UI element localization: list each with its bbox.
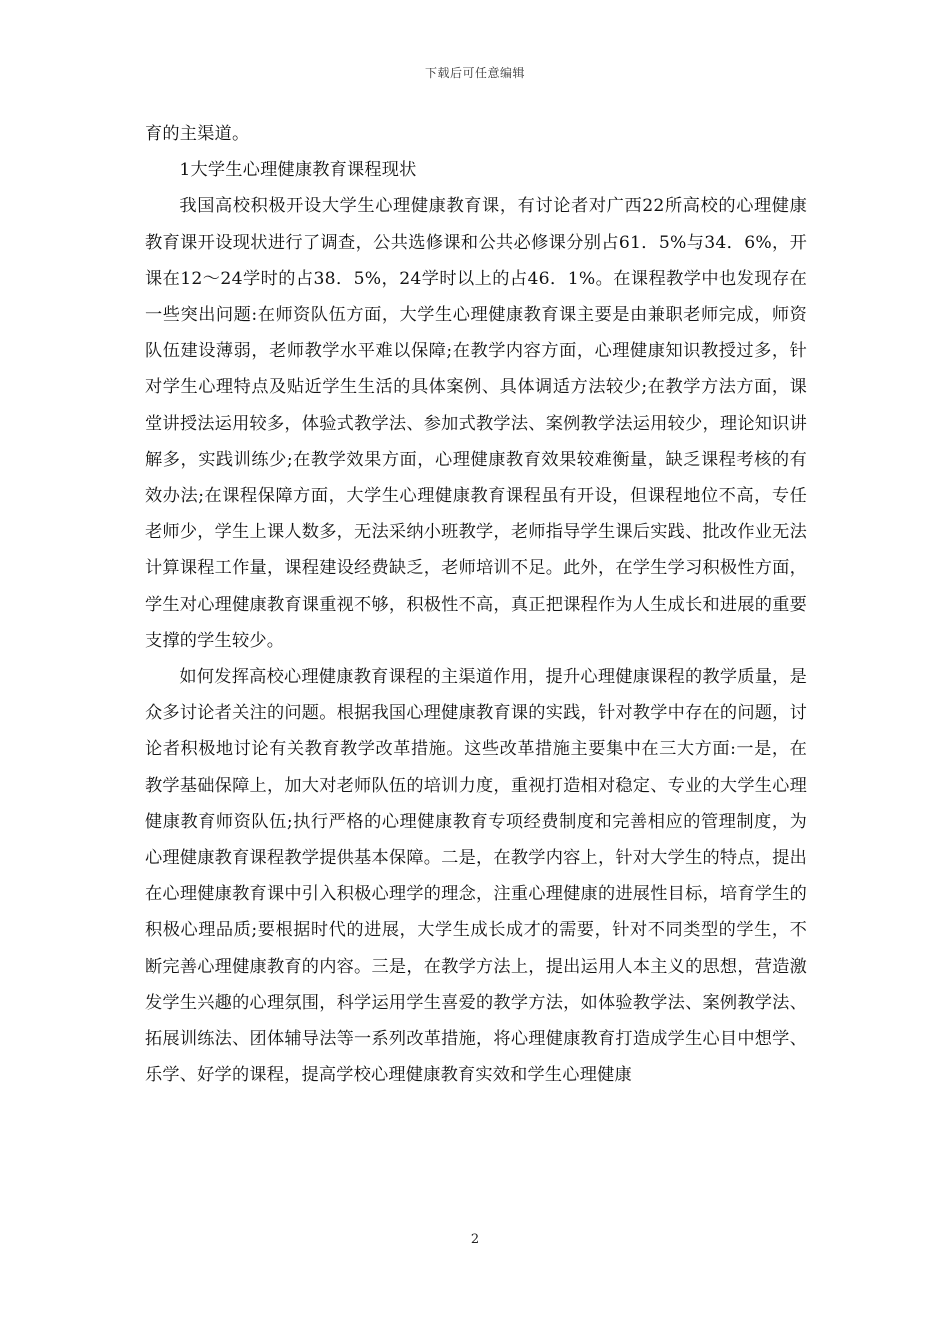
page-number: 2 [470, 1232, 480, 1247]
section-heading: 1大学生心理健康教育课程现状 [179, 160, 417, 181]
paragraph-course-status: 我国高校积极开设大学生心理健康教育课，有讨论者对广西22所高校的心理健康教育课开设现状进行了调查，公共选修课和公共必修课分别占61．5%与34．6%，开课在12～24学时的占38．5%，24学时以上的占46．1%。在课程教学中也发现存在一些突出问题:在师资队伍方面，大学生心理健康教育课主要是由兼职老师完成，师资队伍建设薄弱，老师教学水平难以保障;在教学内容方面，心理健康知识教授过多，针对学生心理特点及贴近学生生活的具体案例、具体调适方法较少;在教学方法方面，课堂讲授法运用较多，体验式教学法、参加式教学法、案例教学法运用较少，理论知识讲解多，实践训练少;在教学效果方面，心理健康教育效果较难衡量，缺乏课程考核的有效办法;在课程保障方面，大学生心理健康教育课程虽有开设，但课程地位不高，专任老师少，学生上课人数多，无法采纳小班教学，老师指导学生课后实践、批改作业无法计算课程工作量，课程建设经费缺乏，老师培训不足。此外，在学生学习积极性方面，学生对心理健康教育课重视不够，积极性不高，真正把课程作为人生成长和进展的重要支撑的学生较少。 [145, 196, 807, 651]
paragraph-reform-measures: 如何发挥高校心理健康教育课程的主渠道作用，提升心理健康课程的教学质量，是众多讨论者关注的问题。根据我国心理健康教育课的实践，针对教学中存在的问题，讨论者积极地讨论有关教育教学改革措施。这些改革措施主要集中在三大方面:一是，在教学基础保障上，加大对老师队伍的培训力度，重视打造相对稳定、专业的大学生心理健康教育师资队伍;执行严格的心理健康教育专项经费制度和完善相应的管理制度，为心理健康教育课程教学提供基本保障。二是，在教学内容上，针对大学生的特点，提出在心理健康教育课中引入积极心理学的理念，注重心理健康的进展性目标，培育学生的积极心理品质;要根据时代的进展，大学生成长成才的需要，针对不同类型的学生，不断完善心理健康教育的内容。三是，在教学方法上，提出运用人本主义的思想，营造激发学生兴趣的心理氛围，科学运用学生喜爱的教学方法，如体验教学法、案例教学法、拓展训练法、团体辅导法等一系列改革措施，将心理健康教育打造成学生心目中想学、乐学、好学的课程，提高学校心理健康教育实效和学生心理健康 [145, 667, 807, 1086]
paragraph-continuation: 育的主渠道。 [145, 124, 250, 144]
page-header: 下载后可任意编辑 [424, 66, 525, 80]
document-body [145, 116, 807, 1093]
